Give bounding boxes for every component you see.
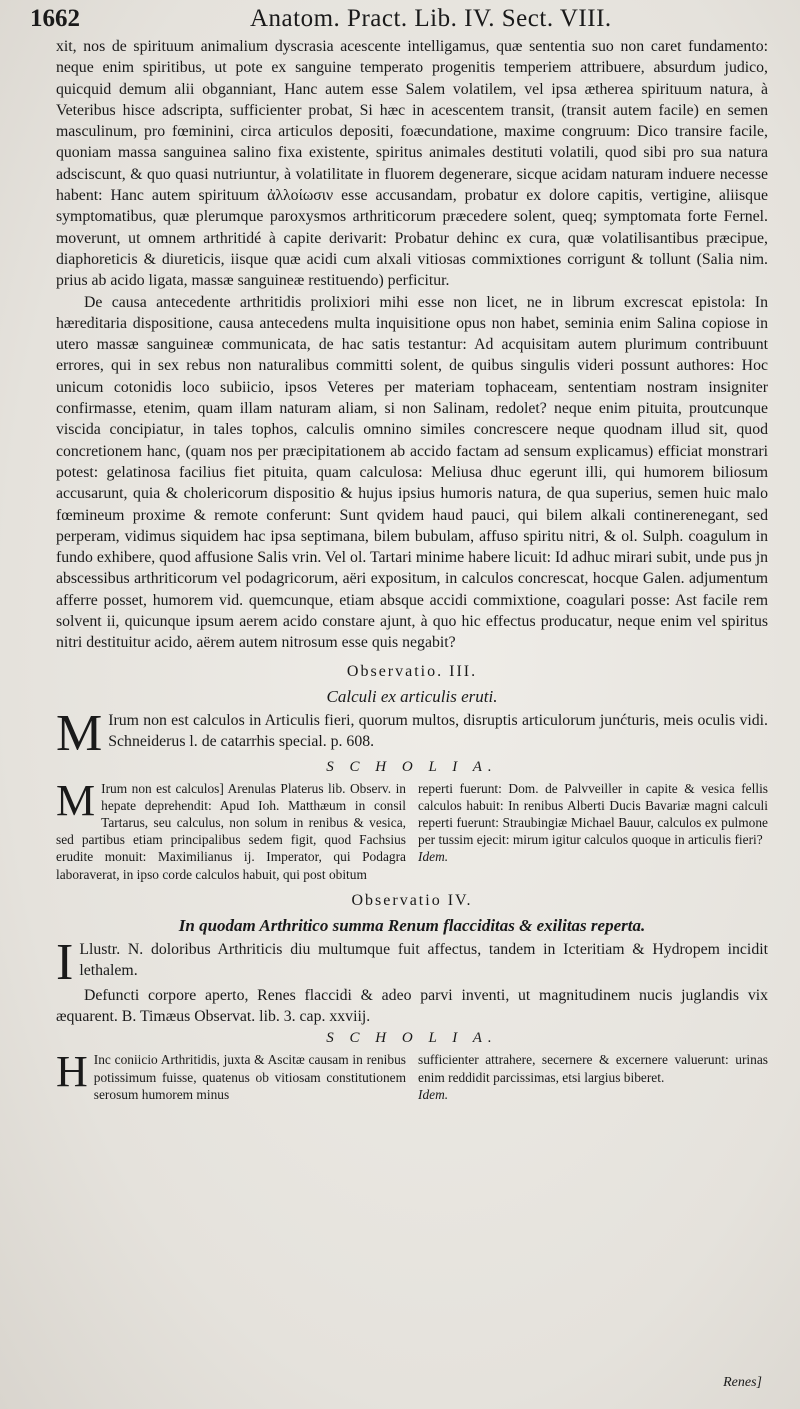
observatio-3-subtitle: Calculi ex articulis eruti. <box>326 686 498 706</box>
observatio-4-text: Llustr. N. doloribus Arthriticis diu multumque fuit affectus, tandem in Icteritiam & Hydropem incidit lethalem. <box>79 940 768 980</box>
scholia-left-text: Irum non est calculos] Arenulas Platerus lib. Observ. in hepate deprehendit: Apud Ioh. Matthæum in consil Tartarus, seu calculus, non solum in renibus & vesica, sed partibus etiam principalibus sedem figit, quod Fachsius erudite monuit: Maximilianus ij. Imperator, qui Podagra laboraverat, in ipso corde calculos habuit, qui post obitum <box>56 780 406 882</box>
scholia-right-column <box>418 780 768 883</box>
scholia-left-text: Inc coniicio Arthritidis, juxta & Ascitæ causam in renibus potissimum fuisse, quatenus ob vitiosam constitutionem serosum humorem minus <box>93 1052 406 1102</box>
scholia-heading: S C H O L I A. <box>326 758 498 775</box>
paragraph-causa-antecedente: De causa antecedente arthritidis prolixiori mihi esse non licet, ne in librum excrescat epistola: In hæreditaria dispositione, causa antecedens multa inquisitione opus non habet, seminia enim Salina copiose in utero massæ sanguineæ communicata, de hac satis testantur: Ad acquisitam autem plurimum contribuunt errores, qui in sex rebus non naturalibus committi solent, de quibus singulis videri possunt authores: Hoc unicum cotonidis loco subiicio, ipsos Veteres per materiam tophaceam, sententiam nostram insigniter confirmasse, etenim, quam illam naturam aliam, si non Salinam, redolet? neque enim pituita, proutcunque viscida concipiatur, in tales tophos, calculis omnino similes concrescere neque quodnam illud sit, quod concretionem hanc, (quam nos per præcipitationem ab accido factam ad sensum explicamus) efficiat monstrari potest: gelatinosa facilius fiet pituita, quam calculosa: Meliusa dhuc egerunt illi, qui humorem biliosum accusarunt, quia & cholericorum dispositio & hujus ipsius humoris natura, de qua superius, semen huic malo fœmineum proxime & remote conferunt: Sunt qvidem haud pauci, qui bilem alkali continerenegant, sed perperam, vidimus siquidem hac ipsa septimana, bilem bubulam, affuso spiritu nitri, & ol. Sulph. coagulum in fundo exhibere, quod affusione Salis vrin. Vel ol. Tartari minime habere licuit: Id adhuc mirari subit, unde pus jn abscessibus arthriticorum vel podagricorum, aëri expositum, in calculos concrescat, hocque Galen. adjumentum afferre posset, humorem vid. quemcunque, etiam absque accidi commixtione, coagulari posse: Ast facile rem solvent ii, quicunque ipsum aerem acido constare ajunt, à quo hic effectus producatur, neque enim vel spiritus nitri destituitur acido, aërem autem nitrosum esse quis negabit? <box>56 293 768 652</box>
page-header <box>30 2 790 36</box>
dropcap: M <box>56 704 103 762</box>
paragraph-continued: xit, nos de spirituum animalium dyscrasia acescente intelligamus, quæ sententia suo non caret fundamento: neque enim spiritibus, ut pote ex sanguine temperato progenitis temperiem attribuere, absurdum judico, quicquid demum alii obganniant, Hanc autem esse Salem volatilem, vel ipsa ætherea spirituum natura, à Veteribus hisce adscripta, sufficienter probat, Si hæc in acescentem transit, (transit autem facile) en semen masculinum, pro fœminini, circa articulos depositi, foæcundatione, maxime congruum: Dico transire facile, quoniam massa sanguinea salino fixa existente, spiritus animales destituti volatili, quod sibi pro sua natura adsciscunt, & quo quasi nutriuntur, à volatilitate in fluorem degenerare, sicque acidam naturam induere necesse habent: Hanc autem spirituum ἀλλοίωσιν esse accusandam, probatur ex dolore capitis, vertigine, aliisque symptomatibus, quæ plerumque paroxysmos arthriticorum præcedere solent, queq; symptomata forte Fernel. moverunt, ut omnem arthritidé à capite derivarit: Probatur dehinc ex cura, quæ volatilisantibus præcipue, diaphoreticis & diureticis, iisque quæ acidi cum alxali vitiosas commixtiones corrigunt & tollunt (Salia nim. prius ab acido ligata, massæ sanguineæ restituendo) perficitur. <box>56 38 768 290</box>
observatio-3-body <box>56 704 768 762</box>
page-body <box>56 36 768 1103</box>
running-title: Anatom. Pract. Lib. IV. Sect. VIII. <box>250 5 612 32</box>
scholia-left-column <box>56 775 406 883</box>
scholia-author: Idem. <box>418 1086 449 1102</box>
observatio-4-body <box>56 933 768 991</box>
observatio-4-title: Observatio IV. <box>351 891 473 909</box>
observatio-3-text: Irum non est calculos in Articulis fieri, quorum multos, disruptis articulorum junćturis, meis oculis vidi. Schneiderus l. de catarrhis special. p. 608. <box>108 711 768 750</box>
scholia-columns <box>56 775 768 883</box>
dropcap: I <box>56 933 74 991</box>
dropcap: H <box>56 1047 88 1097</box>
scholia-author: Idem. <box>418 849 449 865</box>
observatio-3-title: Observatio. III. <box>346 662 478 680</box>
observatio-4-subtitle: In quodam Arthritico summa Renum flacciditas & exilitas reperta. <box>178 915 646 935</box>
page-number: 1662 <box>30 5 80 32</box>
scholia-right-column <box>418 1051 768 1103</box>
scholia-right-text: reperti fuerunt: Dom. de Palvveiller in capite & vesica fellis calculos habuit: In renibus Alberti Ducis Bavariæ magni calculi reperti fuerunt: Straubingiæ Michael Bauur, calculos ex pulmone per tussim ejecit: mirum igitur calculos quoque in articulis fieri? <box>418 780 768 848</box>
scholia-columns <box>56 1047 768 1103</box>
dropcap: M <box>56 775 96 825</box>
scholia-left-column <box>56 1047 406 1103</box>
scholia-right-text: sufficienter attrahere, secernere & excernere valuerunt: urinas enim reddidit parcissimas, etsi largius biberet. <box>418 1052 768 1085</box>
observatio-4-text-2: Defuncti corpore aperto, Renes flaccidi & adeo parvi inventi, ut magnitudinem nucis juglandis vix æquarent. B. Timæus Observat. lib. 3. cap. xxviij. <box>56 986 768 1026</box>
scholia-heading: S C H O L I A. <box>326 1030 498 1047</box>
catchword: Renes] <box>723 1375 762 1390</box>
